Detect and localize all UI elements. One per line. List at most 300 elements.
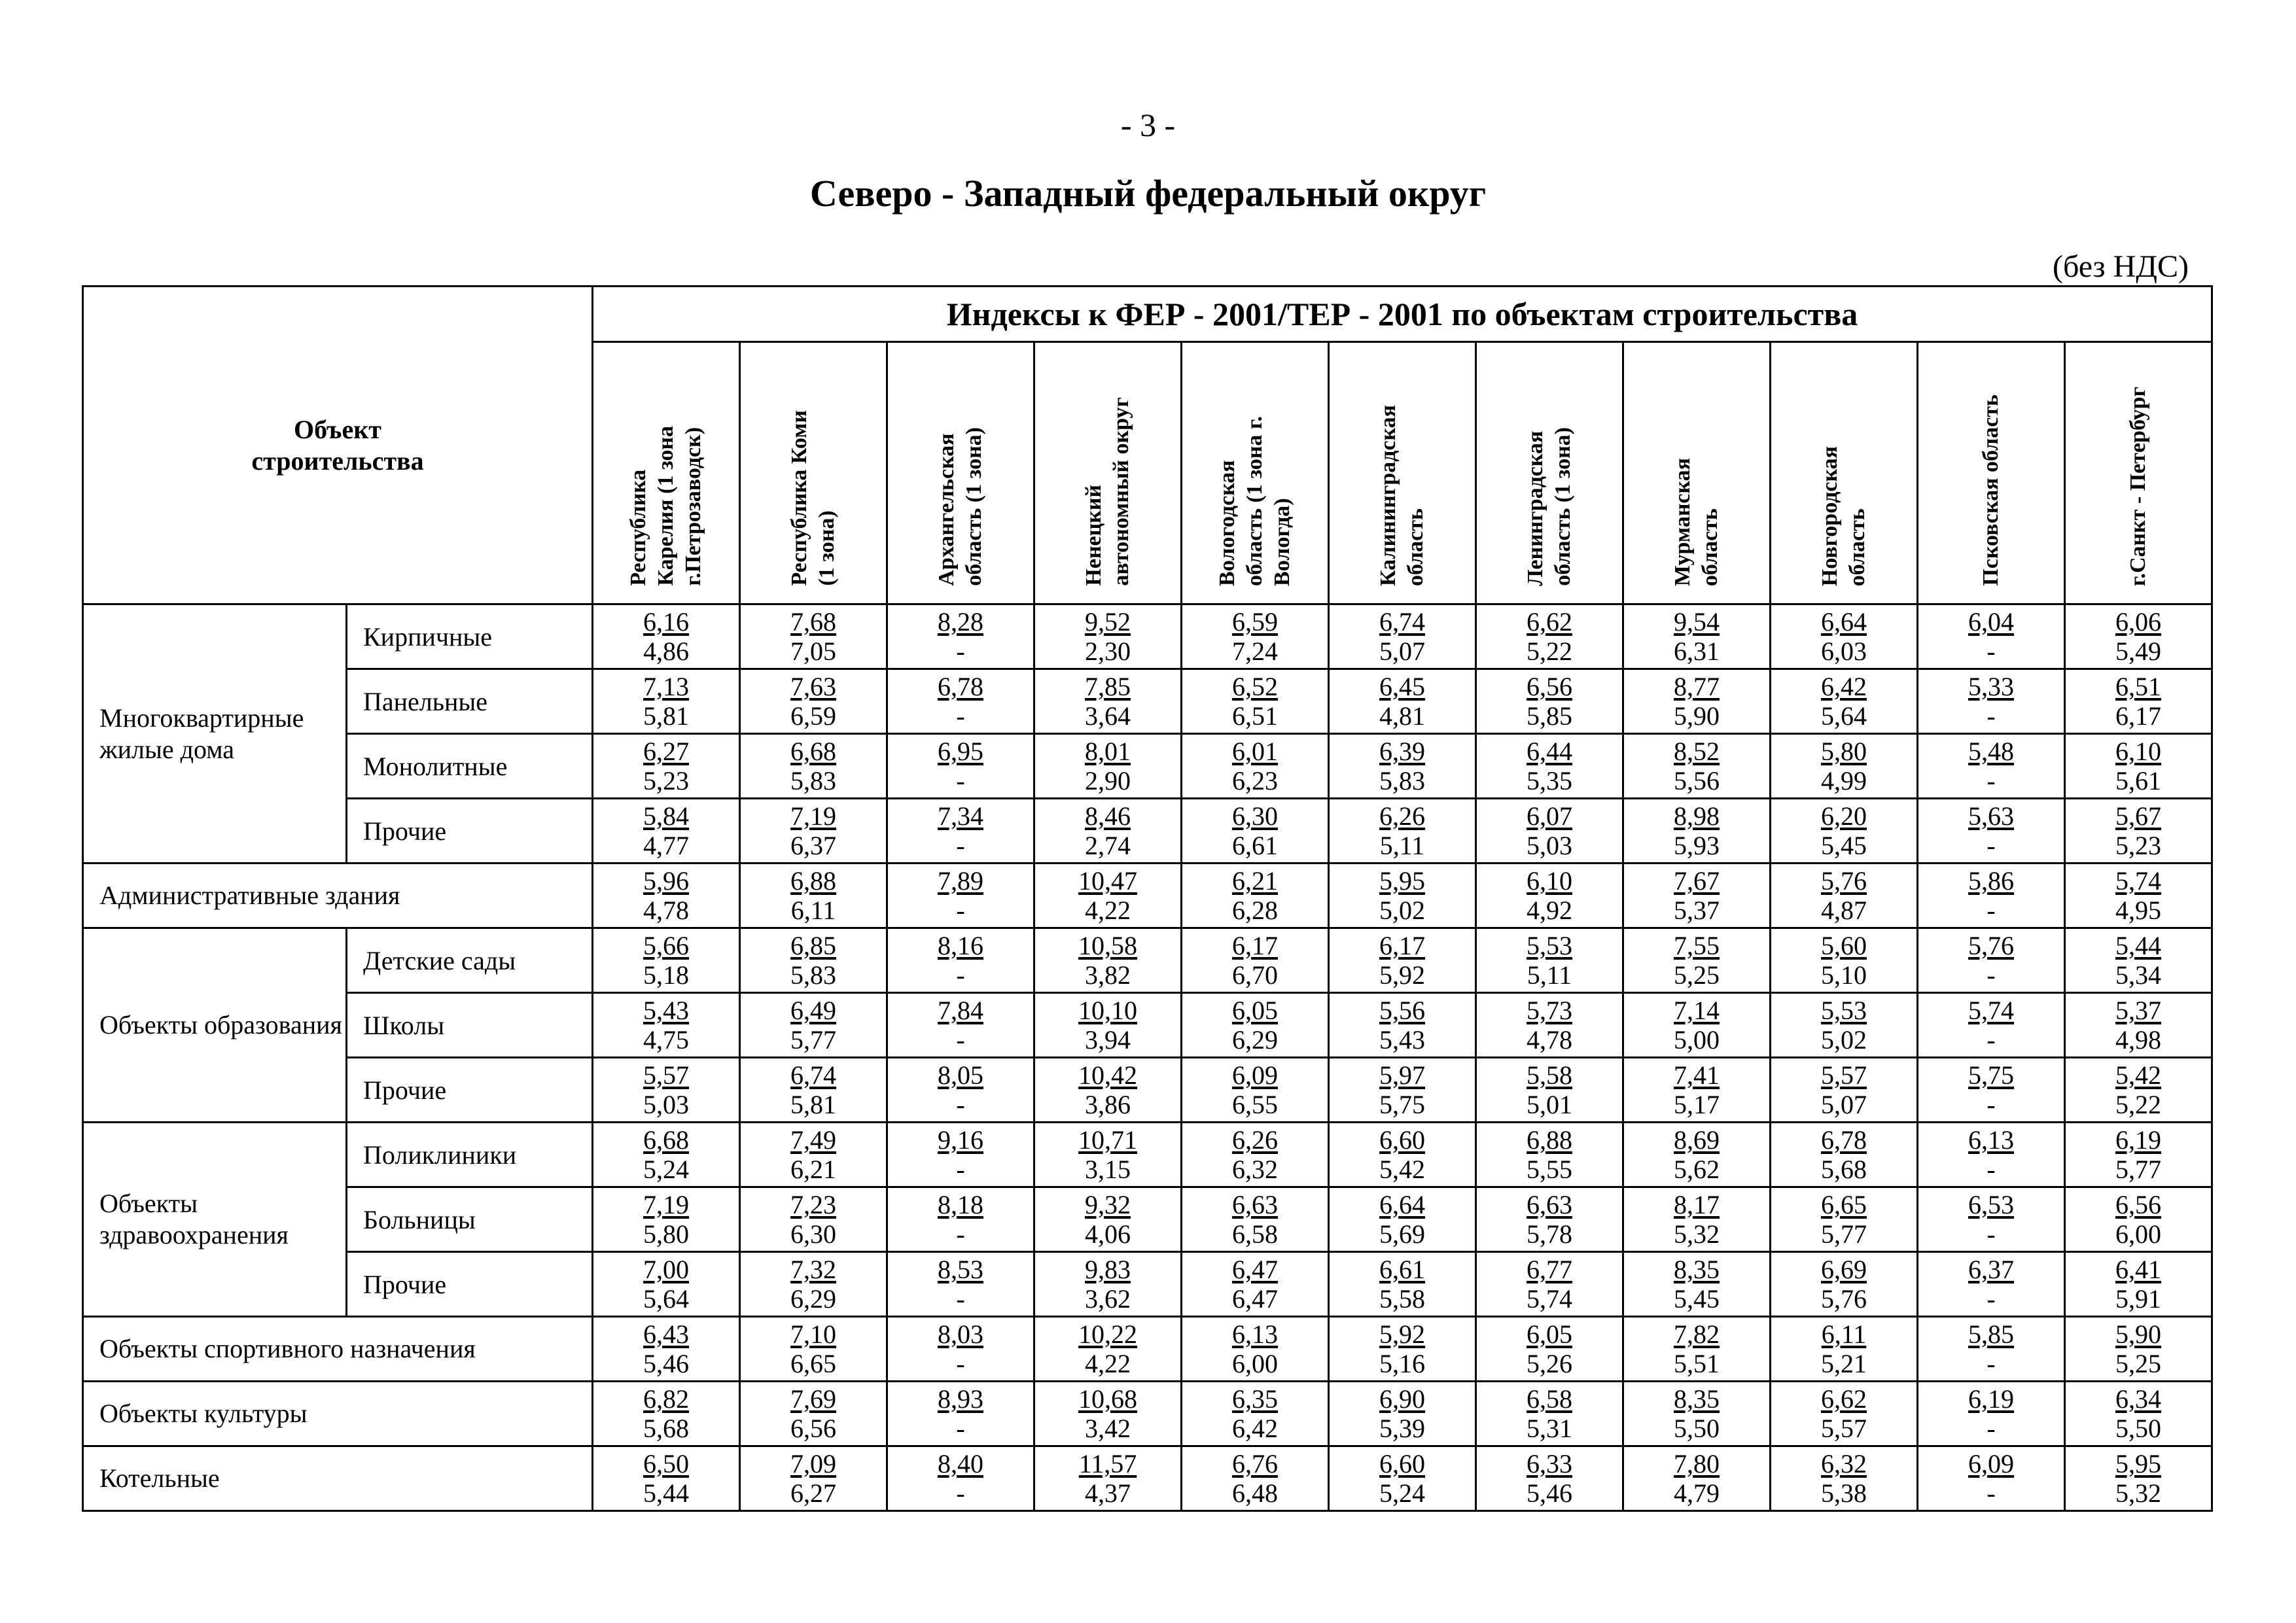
index-value-top: 7,10 — [790, 1319, 836, 1349]
value-cell — [2065, 799, 2212, 864]
value-cell — [1771, 1317, 1918, 1382]
index-value-top: 5,57 — [1821, 1060, 1867, 1090]
index-value-top: 9,32 — [1085, 1190, 1131, 1219]
value-cell — [593, 1123, 740, 1187]
index-value-bottom: 5,68 — [1821, 1155, 1867, 1184]
index-value-top: 6,82 — [643, 1384, 689, 1414]
index-value-bottom: 5,93 — [1674, 831, 1720, 860]
table-row — [83, 734, 2212, 799]
index-value-bottom: 6,32 — [1232, 1155, 1278, 1184]
index-value-bottom: 4,98 — [2115, 1025, 2162, 1055]
object-header — [83, 287, 593, 604]
index-value-bottom: - — [956, 1349, 965, 1378]
value-cell — [1771, 1382, 1918, 1446]
index-value-top: 5,85 — [1968, 1319, 2014, 1349]
region-label: Псковская область — [1979, 394, 2003, 586]
index-value-top: 6,06 — [2115, 607, 2162, 637]
table-row — [83, 1187, 2212, 1252]
region-label: Архангельская область (1 зона) — [934, 427, 986, 586]
value-cell — [1034, 1123, 1182, 1187]
value-cell — [1771, 1187, 1918, 1252]
index-value-bottom: 5,22 — [1527, 637, 1572, 666]
index-value-bottom: 5,90 — [1674, 701, 1720, 731]
index-value-bottom: 5,57 — [1821, 1414, 1867, 1443]
value-cell — [740, 1446, 887, 1511]
value-cell — [1623, 669, 1771, 734]
value-cell — [887, 669, 1034, 734]
index-value-top: 5,56 — [1379, 996, 1425, 1025]
value-cell — [1034, 928, 1182, 993]
index-value-bottom: - — [1987, 1414, 1996, 1443]
index-value-bottom: 5,18 — [643, 960, 689, 990]
index-value-bottom: 5,11 — [1527, 960, 1572, 990]
index-value-top: 6,21 — [1232, 866, 1278, 896]
value-cell — [593, 669, 740, 734]
index-value-bottom: 5,61 — [2115, 766, 2162, 795]
index-value-bottom: 5,39 — [1379, 1414, 1425, 1443]
index-value-bottom: 6,47 — [1232, 1284, 1278, 1314]
value-cell — [1329, 864, 1476, 928]
value-cell — [740, 1252, 887, 1317]
index-value-bottom: 2,90 — [1085, 766, 1131, 795]
index-value-top: 6,53 — [1968, 1190, 2014, 1219]
index-value-bottom: 5,17 — [1674, 1090, 1720, 1119]
index-value-top: 8,01 — [1085, 737, 1131, 766]
page-title: Северо - Западный федеральный округ — [809, 172, 1487, 215]
value-cell — [1329, 1317, 1476, 1382]
index-value-bottom: 6,03 — [1821, 637, 1867, 666]
index-value-top: 6,78 — [1821, 1125, 1867, 1155]
category-label: Объекты спортивного назначения — [83, 1317, 593, 1382]
value-cell — [2065, 993, 2212, 1058]
index-value-top: 7,82 — [1674, 1319, 1720, 1349]
value-cell — [887, 928, 1034, 993]
index-value-top: 6,33 — [1527, 1449, 1572, 1478]
region-label: Вологодская область (1 зона г. Вологда) — [1215, 416, 1294, 586]
value-cell — [740, 669, 887, 734]
index-value-bottom: 5,83 — [1379, 766, 1425, 795]
value-cell — [1476, 1252, 1623, 1317]
index-value-top: 6,77 — [1527, 1255, 1572, 1284]
region-header — [1476, 342, 1623, 604]
index-value-bottom: 5,23 — [643, 766, 689, 795]
value-cell — [593, 1317, 740, 1382]
value-cell — [1918, 1446, 2065, 1511]
index-value-top: 5,97 — [1379, 1060, 1425, 1090]
value-cell — [1623, 1382, 1771, 1446]
index-value-bottom: 4,75 — [643, 1025, 689, 1055]
value-cell — [2065, 1446, 2212, 1511]
index-value-bottom: 3,42 — [1085, 1414, 1131, 1443]
index-value-top: 5,75 — [1968, 1060, 2014, 1090]
value-cell — [740, 1123, 887, 1187]
index-value-bottom: 5,01 — [1527, 1090, 1572, 1119]
region-header — [2065, 342, 2212, 604]
index-value-bottom: 5,83 — [790, 960, 836, 990]
index-value-top: 6,26 — [1232, 1125, 1278, 1155]
table-row — [83, 604, 2212, 669]
index-value-top: 5,37 — [2115, 996, 2162, 1025]
value-cell — [887, 1187, 1034, 1252]
index-value-bottom: 3,86 — [1085, 1090, 1131, 1119]
value-cell — [1476, 1187, 1623, 1252]
category-label: Котельные — [83, 1446, 593, 1511]
category-label: Многоквартирные жилые дома — [83, 604, 347, 864]
index-value-top: 8,52 — [1674, 737, 1720, 766]
index-value-bottom: 5,00 — [1674, 1025, 1720, 1055]
value-cell — [1182, 928, 1329, 993]
value-cell — [1034, 993, 1182, 1058]
index-value-bottom: 4,92 — [1527, 896, 1572, 925]
region-header — [1182, 342, 1329, 604]
table-row — [83, 928, 2212, 993]
value-cell — [1623, 1058, 1771, 1123]
index-value-top: 6,60 — [1379, 1125, 1425, 1155]
value-cell — [1771, 799, 1918, 864]
subcategory-label: Прочие — [347, 1252, 593, 1317]
subcategory-label: Монолитные — [347, 734, 593, 799]
index-value-bottom: 3,94 — [1085, 1025, 1131, 1055]
value-cell — [887, 1446, 1034, 1511]
index-value-top: 6,26 — [1379, 801, 1425, 831]
index-value-bottom: - — [956, 701, 965, 731]
category-label: Объекты образования — [83, 928, 347, 1123]
value-cell — [887, 1382, 1034, 1446]
index-value-top: 8,16 — [938, 931, 983, 960]
index-header: Индексы к ФЕР - 2001/ТЕР - 2001 по объектам строительства — [593, 287, 2212, 342]
index-value-bottom: - — [956, 1155, 965, 1184]
index-value-bottom: 5,37 — [1674, 896, 1720, 925]
value-cell — [1918, 799, 2065, 864]
table-row — [83, 864, 2212, 928]
index-value-top: 6,88 — [790, 866, 836, 896]
value-cell — [1182, 1123, 1329, 1187]
value-cell — [1771, 734, 1918, 799]
index-value-bottom: 5,64 — [643, 1284, 689, 1314]
value-cell — [1329, 669, 1476, 734]
value-cell — [1476, 1382, 1623, 1446]
index-value-bottom: 5,02 — [1379, 896, 1425, 925]
index-value-bottom: 6,21 — [790, 1155, 836, 1184]
index-value-bottom: 5,44 — [643, 1478, 689, 1508]
region-header — [740, 342, 887, 604]
index-value-bottom: 5,10 — [1821, 960, 1867, 990]
value-cell — [887, 799, 1034, 864]
index-value-top: 6,74 — [790, 1060, 836, 1090]
value-cell — [1182, 1252, 1329, 1317]
index-value-bottom: 6,56 — [790, 1414, 836, 1443]
index-value-bottom: 6,23 — [1232, 766, 1278, 795]
index-value-bottom: 5,16 — [1379, 1349, 1425, 1378]
index-value-bottom: 5,22 — [2115, 1090, 2162, 1119]
region-label: Новгородская область — [1818, 445, 1869, 586]
index-value-bottom: 5,25 — [2115, 1349, 2162, 1378]
index-value-bottom: 4,22 — [1085, 896, 1131, 925]
value-cell — [1476, 1123, 1623, 1187]
index-value-top: 6,61 — [1379, 1255, 1425, 1284]
index-value-bottom: 5,32 — [1674, 1219, 1720, 1249]
index-value-bottom: 6,00 — [2115, 1219, 2162, 1249]
index-value-bottom: 5,45 — [1821, 831, 1867, 860]
index-value-top: 10,47 — [1078, 866, 1137, 896]
value-cell — [593, 604, 740, 669]
value-cell — [2065, 864, 2212, 928]
value-cell — [740, 604, 887, 669]
index-value-top: 6,20 — [1821, 801, 1867, 831]
index-value-bottom: 7,05 — [790, 637, 836, 666]
index-value-top: 6,68 — [790, 737, 836, 766]
index-value-bottom: 3,82 — [1085, 960, 1131, 990]
index-value-bottom: 6,42 — [1232, 1414, 1278, 1443]
index-value-bottom: 6,27 — [790, 1478, 836, 1508]
value-cell — [593, 928, 740, 993]
subcategory-label: Детские сады — [347, 928, 593, 993]
subcategory-label: Панельные — [347, 669, 593, 734]
index-value-bottom: 5,42 — [1379, 1155, 1425, 1184]
index-value-top: 6,05 — [1527, 1319, 1572, 1349]
index-value-top: 8,03 — [938, 1319, 983, 1349]
index-value-bottom: 6,48 — [1232, 1478, 1278, 1508]
index-value-top: 8,93 — [938, 1384, 983, 1414]
index-value-top: 6,13 — [1232, 1319, 1278, 1349]
value-cell — [1918, 1123, 2065, 1187]
value-cell — [1918, 1252, 2065, 1317]
value-cell — [740, 1187, 887, 1252]
index-value-top: 10,42 — [1078, 1060, 1137, 1090]
value-cell — [1623, 993, 1771, 1058]
index-value-bottom: 5,21 — [1821, 1349, 1867, 1378]
index-value-top: 6,44 — [1527, 737, 1572, 766]
index-value-top: 8,05 — [938, 1060, 983, 1090]
index-value-top: 6,04 — [1968, 607, 2014, 637]
index-value-top: 6,49 — [790, 996, 836, 1025]
index-value-top: 6,69 — [1821, 1255, 1867, 1284]
index-value-top: 8,35 — [1674, 1255, 1720, 1284]
index-value-bottom: 4,77 — [643, 831, 689, 860]
index-value-top: 7,19 — [643, 1190, 689, 1219]
value-cell — [1034, 1058, 1182, 1123]
index-value-bottom: - — [1987, 1090, 1996, 1119]
region-header — [1771, 342, 1918, 604]
index-value-bottom: - — [956, 766, 965, 795]
region-header — [1329, 342, 1476, 604]
index-value-bottom: 5,81 — [790, 1090, 836, 1119]
index-value-top: 7,09 — [790, 1449, 836, 1478]
index-value-top: 9,16 — [938, 1125, 983, 1155]
value-cell — [887, 993, 1034, 1058]
index-value-bottom: 5,43 — [1379, 1025, 1425, 1055]
index-value-top: 6,62 — [1527, 607, 1572, 637]
index-value-top: 11,57 — [1078, 1449, 1137, 1478]
index-value-bottom: 5,83 — [790, 766, 836, 795]
index-value-top: 7,68 — [790, 607, 836, 637]
index-value-bottom: 6,31 — [1674, 637, 1720, 666]
value-cell — [1918, 864, 2065, 928]
value-cell — [1476, 928, 1623, 993]
index-value-top: 6,51 — [2115, 672, 2162, 701]
index-value-bottom: - — [1987, 766, 1996, 795]
index-value-top: 5,95 — [1379, 866, 1425, 896]
index-value-top: 6,11 — [1821, 1319, 1867, 1349]
subcategory-label: Школы — [347, 993, 593, 1058]
index-value-top: 7,55 — [1674, 931, 1720, 960]
index-value-top: 6,63 — [1232, 1190, 1278, 1219]
value-cell — [1034, 1382, 1182, 1446]
index-value-top: 5,48 — [1968, 737, 2014, 766]
value-cell — [1182, 1446, 1329, 1511]
index-value-top: 8,46 — [1085, 801, 1131, 831]
index-value-bottom: 5,80 — [643, 1219, 689, 1249]
value-cell — [2065, 734, 2212, 799]
value-cell — [1623, 1317, 1771, 1382]
value-cell — [1623, 604, 1771, 669]
value-cell — [1476, 799, 1623, 864]
index-value-top: 6,19 — [1968, 1384, 2014, 1414]
value-cell — [2065, 1123, 2212, 1187]
index-value-top: 5,73 — [1527, 996, 1572, 1025]
index-value-bottom: 7,24 — [1232, 637, 1278, 666]
index-value-bottom: - — [1987, 1155, 1996, 1184]
index-value-top: 8,17 — [1674, 1190, 1720, 1219]
index-value-bottom: - — [956, 831, 965, 860]
index-value-top: 6,78 — [938, 672, 983, 701]
value-cell — [2065, 604, 2212, 669]
index-value-bottom: - — [956, 1414, 965, 1443]
value-cell — [1182, 1058, 1329, 1123]
value-cell — [740, 799, 887, 864]
index-value-top: 7,85 — [1085, 672, 1131, 701]
region-header — [1918, 342, 2065, 604]
index-value-bottom: 6,59 — [790, 701, 836, 731]
index-value-bottom: - — [956, 1478, 965, 1508]
value-cell — [1182, 799, 1329, 864]
value-cell — [1476, 604, 1623, 669]
index-value-top: 6,30 — [1232, 801, 1278, 831]
index-value-top: 10,71 — [1078, 1125, 1137, 1155]
subcategory-label: Прочие — [347, 1058, 593, 1123]
index-value-top: 8,77 — [1674, 672, 1720, 701]
value-cell — [1034, 1317, 1182, 1382]
index-value-bottom: 5,23 — [2115, 831, 2162, 860]
index-value-top: 7,13 — [643, 672, 689, 701]
table-row — [83, 1317, 2212, 1382]
value-cell — [740, 928, 887, 993]
index-value-bottom: 4,99 — [1821, 766, 1867, 795]
index-value-bottom: 5,07 — [1821, 1090, 1867, 1119]
index-value-bottom: 5,62 — [1674, 1155, 1720, 1184]
index-value-bottom: 5,92 — [1379, 960, 1425, 990]
value-cell — [1623, 734, 1771, 799]
value-cell — [1182, 993, 1329, 1058]
index-value-bottom: 3,62 — [1085, 1284, 1131, 1314]
index-value-bottom: 4,78 — [1527, 1025, 1572, 1055]
table-row — [83, 1123, 2212, 1187]
index-value-top: 6,85 — [790, 931, 836, 960]
index-value-top: 6,63 — [1527, 1190, 1572, 1219]
region-label: Мурманская область — [1670, 457, 1722, 586]
index-value-top: 5,86 — [1968, 866, 2014, 896]
index-value-top: 6,42 — [1821, 672, 1867, 701]
region-header — [593, 342, 740, 604]
index-value-bottom: 3,15 — [1085, 1155, 1131, 1184]
value-cell — [2065, 1058, 2212, 1123]
index-value-bottom: 6,29 — [790, 1284, 836, 1314]
value-cell — [593, 1382, 740, 1446]
value-cell — [1034, 1252, 1182, 1317]
index-value-top: 6,19 — [2115, 1125, 2162, 1155]
region-label: Республика Коми (1 зона) — [787, 410, 839, 586]
index-value-top: 7,00 — [643, 1255, 689, 1284]
value-cell — [887, 1058, 1034, 1123]
index-value-bottom: - — [1987, 960, 1996, 990]
index-value-top: 6,10 — [1527, 866, 1572, 896]
index-value-bottom: 5,55 — [1527, 1155, 1572, 1184]
index-value-bottom: 5,03 — [1527, 831, 1572, 860]
value-cell — [1918, 1317, 2065, 1382]
value-cell — [887, 1317, 1034, 1382]
index-value-bottom: - — [956, 1025, 965, 1055]
index-value-top: 5,33 — [1968, 672, 2014, 701]
index-value-top: 8,40 — [938, 1449, 983, 1478]
value-cell — [1623, 928, 1771, 993]
value-cell — [593, 864, 740, 928]
value-cell — [1918, 993, 2065, 1058]
index-value-top: 6,34 — [2115, 1384, 2162, 1414]
index-value-top: 7,69 — [790, 1384, 836, 1414]
index-value-bottom: - — [1987, 1219, 1996, 1249]
index-value-bottom: - — [956, 1219, 965, 1249]
table-row — [83, 799, 2212, 864]
value-cell — [593, 734, 740, 799]
index-value-bottom: 5,25 — [1674, 960, 1720, 990]
value-cell — [1329, 1252, 1476, 1317]
value-cell — [1329, 734, 1476, 799]
value-cell — [1918, 928, 2065, 993]
value-cell — [593, 1058, 740, 1123]
table-body — [83, 604, 2212, 1511]
value-cell — [1623, 1123, 1771, 1187]
region-header — [1034, 342, 1182, 604]
value-cell — [1476, 734, 1623, 799]
subcategory-label: Прочие — [347, 799, 593, 864]
index-value-top: 8,98 — [1674, 801, 1720, 831]
index-value-bottom: 6,28 — [1232, 896, 1278, 925]
index-value-bottom: 5,26 — [1527, 1349, 1572, 1378]
value-cell — [740, 1058, 887, 1123]
subcategory-label: Больницы — [347, 1187, 593, 1252]
index-value-bottom: 5,45 — [1674, 1284, 1720, 1314]
index-value-bottom: - — [956, 960, 965, 990]
index-value-bottom: 6,65 — [790, 1349, 836, 1378]
value-cell — [1771, 604, 1918, 669]
value-cell — [1623, 1252, 1771, 1317]
index-value-bottom: 6,51 — [1232, 701, 1278, 731]
index-value-top: 7,23 — [790, 1190, 836, 1219]
index-value-top: 6,95 — [938, 737, 983, 766]
region-header — [1623, 342, 1771, 604]
index-value-top: 5,53 — [1527, 931, 1572, 960]
index-value-top: 6,58 — [1527, 1384, 1572, 1414]
value-cell — [740, 1382, 887, 1446]
value-cell — [1476, 669, 1623, 734]
index-value-bottom: - — [1987, 1349, 1996, 1378]
index-value-bottom: - — [956, 637, 965, 666]
index-value-top: 6,65 — [1821, 1190, 1867, 1219]
value-cell — [2065, 928, 2212, 993]
index-value-top: 6,90 — [1379, 1384, 1425, 1414]
index-value-bottom: 6,70 — [1232, 960, 1278, 990]
index-value-top: 10,68 — [1078, 1384, 1137, 1414]
